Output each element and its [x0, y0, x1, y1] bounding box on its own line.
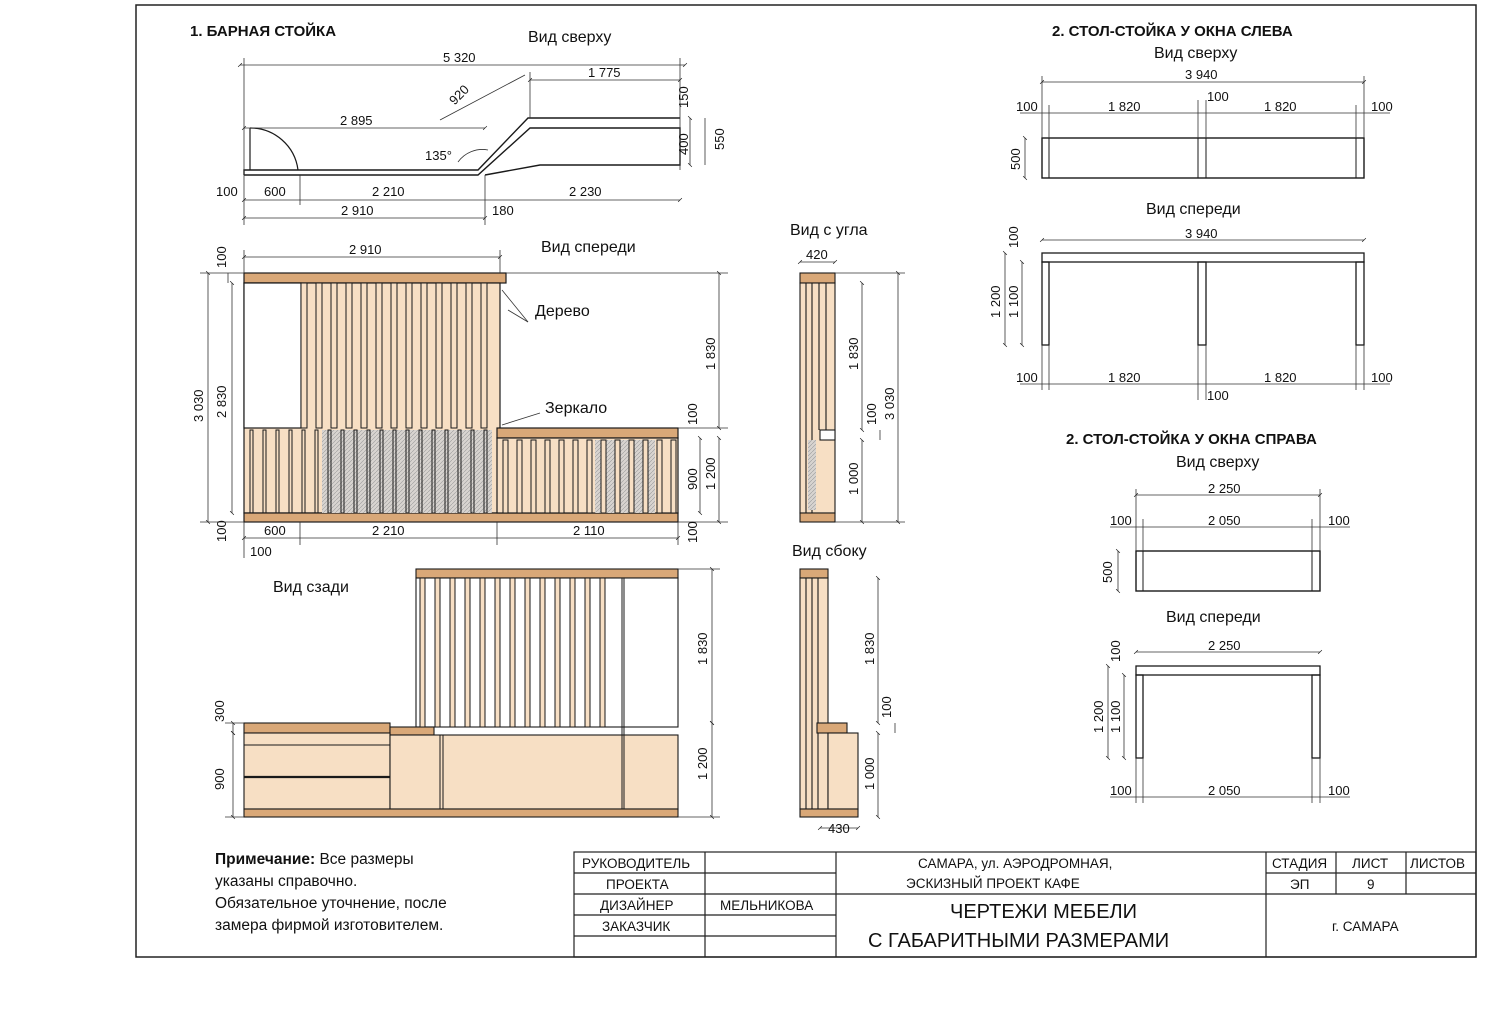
back-slat: [540, 578, 545, 727]
bar-back-view-label: Вид сзади: [273, 579, 349, 596]
front-cabinet-slat: [671, 440, 676, 513]
bar-side-view: [800, 569, 858, 817]
front-cabinet-slat: [587, 440, 592, 513]
front-slat: [481, 283, 487, 428]
svg-text:1 100: 1 100: [1108, 700, 1123, 733]
right-front-dim-labels: [1091, 638, 1350, 798]
col-sheets: ЛИСТОВ: [1410, 856, 1466, 871]
front-slat: [331, 283, 337, 428]
address-line-2: ЭСКИЗНЫЙ ПРОЕКТ КАФЕ: [906, 876, 1080, 891]
svg-text:100: 100: [685, 403, 700, 425]
front-slat: [376, 283, 382, 428]
bar-top-view: [244, 118, 680, 175]
svg-text:1 830: 1 830: [862, 632, 877, 665]
front-cabinet-slat: [629, 440, 634, 513]
front-cabinet-slat: [601, 440, 606, 513]
svg-text:2 910: 2 910: [349, 242, 382, 257]
col-sheet: ЛИСТ: [1352, 856, 1389, 871]
svg-text:900: 900: [685, 468, 700, 490]
svg-text:500: 500: [1100, 561, 1115, 583]
svg-text:2 210: 2 210: [372, 184, 405, 199]
back-slat: [600, 578, 605, 727]
drawing-title-2: С ГАБАРИТНЫМИ РАЗМЕРАМИ: [868, 930, 1170, 952]
right-front-view-label: Вид спереди: [1166, 609, 1261, 626]
back-slat: [585, 578, 590, 727]
svg-text:2 830: 2 830: [214, 385, 229, 418]
title-block-text: [582, 856, 1465, 952]
svg-text:2 210: 2 210: [372, 523, 405, 538]
svg-text:1 775: 1 775: [588, 65, 621, 80]
note: [215, 849, 545, 937]
svg-text:400: 400: [676, 133, 691, 155]
svg-text:100: 100: [1328, 783, 1350, 798]
left-title: 2. СТОЛ-СТОЙКА У ОКНА СЛЕВА: [1052, 23, 1293, 40]
city: г. САМАРА: [1332, 919, 1399, 934]
right-top-view: [1136, 551, 1320, 591]
mirror-label: Зеркало: [545, 400, 608, 417]
left-front-view: [1042, 253, 1364, 345]
svg-text:2 050: 2 050: [1208, 513, 1241, 528]
front-cabinet-slat: [531, 440, 536, 513]
svg-text:100: 100: [1207, 388, 1229, 403]
bar-back-view: [244, 569, 678, 817]
front-cabinet-slat: [657, 440, 662, 513]
svg-text:3 940: 3 940: [1185, 226, 1218, 241]
front-slat: [451, 283, 457, 428]
svg-text:180: 180: [492, 203, 514, 218]
back-slat: [525, 578, 530, 727]
front-slat: [316, 283, 322, 428]
front-slat: [466, 283, 472, 428]
col-stage: СТАДИЯ: [1272, 856, 1328, 871]
svg-text:150: 150: [676, 86, 691, 108]
svg-text:100: 100: [1207, 89, 1229, 104]
note-line-1: Все размеры: [319, 851, 414, 868]
left-top-dims: [1020, 76, 1390, 178]
role-row-3: ДИЗАЙНЕР: [600, 898, 674, 913]
svg-text:100: 100: [685, 521, 700, 543]
back-slat: [510, 578, 515, 727]
svg-text:2 110: 2 110: [573, 523, 605, 538]
left-top-view-label: Вид сверху: [1154, 45, 1238, 62]
back-slat: [450, 578, 455, 727]
svg-text:100: 100: [1108, 640, 1123, 662]
svg-text:100: 100: [1371, 370, 1393, 385]
svg-text:900: 900: [212, 768, 227, 790]
svg-text:1 820: 1 820: [1264, 370, 1297, 385]
wood-label: Дерево: [535, 303, 590, 320]
svg-text:100: 100: [879, 696, 894, 718]
front-slat: [436, 283, 442, 428]
drawing-title-1: ЧЕРТЕЖИ МЕБЕЛИ: [950, 901, 1138, 923]
stage-value: ЭП: [1290, 877, 1310, 892]
back-slat: [480, 578, 485, 727]
svg-text:550: 550: [712, 128, 727, 150]
svg-text:100: 100: [1110, 513, 1132, 528]
svg-text:1 000: 1 000: [846, 462, 861, 495]
svg-text:1 200: 1 200: [1091, 700, 1106, 733]
front-cabinet-slat: [615, 440, 620, 513]
bar-corner-view-label: Вид с угла: [790, 222, 868, 239]
svg-text:3 030: 3 030: [882, 387, 897, 420]
svg-text:100: 100: [1328, 513, 1350, 528]
svg-text:1 830: 1 830: [846, 337, 861, 370]
svg-text:430: 430: [828, 821, 850, 836]
svg-text:1 830: 1 830: [695, 632, 710, 665]
svg-text:2 230: 2 230: [569, 184, 602, 199]
svg-text:420: 420: [806, 247, 828, 262]
svg-text:100: 100: [1110, 783, 1132, 798]
svg-text:100: 100: [214, 520, 229, 542]
svg-text:1 830: 1 830: [703, 337, 718, 370]
right-top-dims: [1110, 489, 1350, 591]
svg-text:100: 100: [1016, 370, 1038, 385]
svg-text:1 820: 1 820: [1264, 99, 1297, 114]
bar-top-view-label: Вид сверху: [528, 29, 612, 46]
back-slat: [495, 578, 500, 727]
svg-text:2 910: 2 910: [341, 203, 374, 218]
left-top-view: [1042, 138, 1364, 178]
bar-top-dim-labels: [216, 50, 727, 218]
back-slat: [435, 578, 440, 727]
svg-text:100: 100: [1006, 226, 1021, 248]
svg-text:2 050: 2 050: [1208, 783, 1241, 798]
front-slat: [391, 283, 397, 428]
front-slat: [361, 283, 367, 428]
svg-text:1 820: 1 820: [1108, 99, 1141, 114]
bar-side-view-label: Вид сбоку: [792, 543, 867, 560]
back-slat: [465, 578, 470, 727]
svg-text:500: 500: [1008, 148, 1023, 170]
right-front-view: [1136, 666, 1320, 758]
svg-text:100: 100: [216, 184, 238, 199]
back-slat: [570, 578, 575, 727]
front-cabinet-slat: [573, 440, 578, 513]
note-line-3: Обязательное уточнение, после: [215, 895, 447, 912]
role-row-1: РУКОВОДИТЕЛЬ: [582, 856, 691, 871]
back-slat: [420, 578, 425, 727]
svg-text:135°: 135°: [425, 148, 452, 163]
front-slat: [301, 283, 307, 428]
bar-front-view-label: Вид спереди: [541, 239, 636, 256]
front-slat: [346, 283, 352, 428]
svg-text:600: 600: [264, 184, 286, 199]
svg-text:100: 100: [214, 246, 229, 268]
svg-text:2 250: 2 250: [1208, 638, 1241, 653]
svg-text:1 100: 1 100: [1006, 285, 1021, 318]
svg-text:3 030: 3 030: [191, 389, 206, 422]
svg-text:1 820: 1 820: [1108, 370, 1141, 385]
svg-text:100: 100: [1371, 99, 1393, 114]
svg-text:1 200: 1 200: [988, 285, 1003, 318]
left-top-dim-labels: [1008, 67, 1393, 170]
designer-name: МЕЛЬНИКОВА: [720, 898, 814, 913]
left-front-view-label: Вид спереди: [1146, 201, 1241, 218]
front-slat: [406, 283, 412, 428]
svg-text:2 895: 2 895: [340, 113, 373, 128]
right-title: 2. СТОЛ-СТОЙКА У ОКНА СПРАВА: [1066, 431, 1317, 448]
note-line-2: указаны справочно.: [215, 873, 358, 890]
svg-text:100: 100: [250, 544, 272, 559]
svg-text:1 000: 1 000: [862, 757, 877, 790]
back-slat: [555, 578, 560, 727]
svg-text:5 320: 5 320: [443, 50, 476, 65]
svg-text:1 200: 1 200: [695, 747, 710, 780]
svg-text:1 200: 1 200: [703, 457, 718, 490]
svg-text:2 250: 2 250: [1208, 481, 1241, 496]
front-cabinet-slat: [517, 440, 522, 513]
bar-title: 1. БАРНАЯ СТОЙКА: [190, 23, 337, 40]
front-cabinet-slat: [643, 440, 648, 513]
right-top-view-label: Вид сверху: [1176, 454, 1260, 471]
front-cabinet-slat: [559, 440, 564, 513]
front-cabinet-slat: [545, 440, 550, 513]
bar-top-dims: [240, 58, 705, 225]
front-slat: [421, 283, 427, 428]
svg-text:600: 600: [264, 523, 286, 538]
sheet-value: 9: [1367, 877, 1375, 892]
role-row-2: ПРОЕКТА: [606, 877, 669, 892]
svg-text:100: 100: [864, 403, 879, 425]
svg-text:300: 300: [212, 700, 227, 722]
svg-text:920: 920: [445, 81, 472, 108]
role-row-4: ЗАКАЗЧИК: [602, 919, 671, 934]
front-cabinet-slat: [503, 440, 508, 513]
svg-text:100: 100: [1016, 99, 1038, 114]
bar-corner-view: [800, 273, 835, 522]
address-line-1: САМАРА, ул. АЭРОДРОМНАЯ,: [918, 856, 1113, 871]
note-line-4: замера фирмой изготовителем.: [215, 917, 444, 934]
svg-text:3 940: 3 940: [1185, 67, 1218, 82]
note-label: Примечание:: [215, 851, 316, 868]
